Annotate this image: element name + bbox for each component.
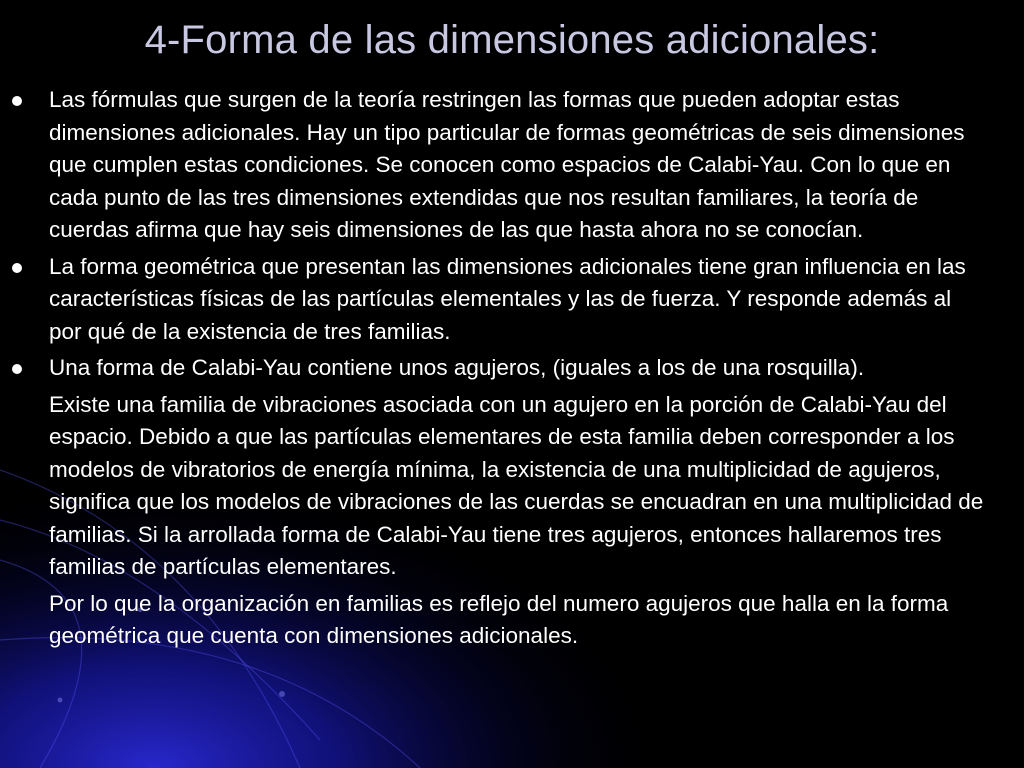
bullet-dot-icon [12,96,22,106]
bullet-paragraph [0,84,1024,247]
paragraph-text: La forma geométrica que presentan las dimensiones adicionales tiene gran influencia en las características físicas de las partículas elementales y las de fuerza. Y responde además al por qué de la existencia de tres familias. [49,253,966,344]
bullet-paragraph [0,352,1024,385]
bullet-dot-icon [12,263,22,273]
bullet-dot-icon [12,364,22,374]
paragraph [0,588,1024,653]
paragraph [0,389,1024,584]
slide-body [0,84,1024,657]
paragraph-text: Una forma de Calabi-Yau contiene unos agujeros, (iguales a los de una rosquilla). [49,355,865,380]
paragraph-text: Por lo que la organización en familias es reflejo del numero agujeros que halla en la forma geométrica que cuenta con dimensiones adicionales. [49,590,949,648]
paragraph-text: Las fórmulas que surgen de la teoría restringen las formas que pueden adoptar estas dimensiones adicionales. Hay un tipo particular de formas geométricas de seis dimensiones que cumplen estas condiciones. Se conocen como espacios de Calabi-Yau. Con lo que en cada punto de las tres dimensiones extendidas que nos resultan familiares, la teoría de cuerdas afirma que hay seis dimensiones de las que hasta ahora no se conocían. [49,87,965,242]
slide-title: 4-Forma de las dimensiones adicionales: [144,18,880,62]
bullet-paragraph [0,251,1024,349]
paragraph-text: Existe una familia de vibraciones asociada con un agujero en la porción de Calabi-Yau del espacio. Debido a que las partículas elementares de esta familia deben corresponder a los modelos de vibratorios de energía mínima, la existencia de una multiplicidad de agujeros, significa que los modelos de vibraciones de las cuerdas se encuadran en una multiplicidad de familias. Si la arrollada forma de Calabi-Yau tiene tres agujeros, entonces hallaremos tres familias de partículas elementares. [49,391,984,579]
